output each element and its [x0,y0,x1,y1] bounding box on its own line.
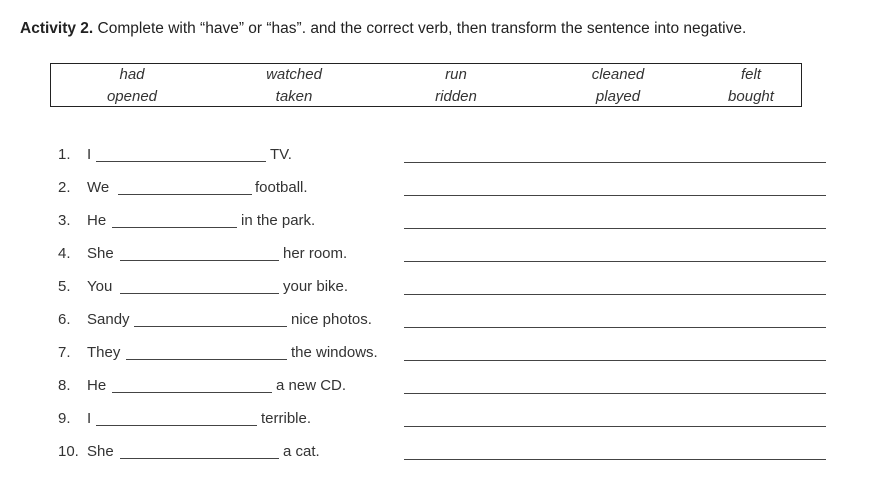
answer-blank[interactable] [120,293,279,294]
answer-blank[interactable] [118,194,252,195]
word-bank-word: bought [728,88,774,105]
answer-blank[interactable] [96,425,257,426]
item-rest: TV. [270,146,292,163]
item-number: 10. [58,443,79,460]
item-subject: He [87,377,107,394]
answer-blank[interactable] [120,458,279,459]
item-rest: a new CD. [276,377,347,394]
activity-instruction: Complete with “have” or “has”. and the correct verb, then transform the sentence into negative. [97,20,747,37]
item-subject: I [87,410,92,427]
item-rest: the windows. [291,344,378,361]
item-subject: She [87,245,114,262]
negative-answer-line[interactable] [404,162,826,163]
negative-answer-line[interactable] [404,327,826,328]
answer-blank[interactable] [126,359,287,360]
word-bank-word: opened [106,88,158,105]
word-bank [50,63,802,107]
item-rest: your bike. [283,278,349,295]
item-rest: football. [255,179,308,196]
item-rest: terrible. [261,410,312,427]
item-rest: in the park. [241,212,316,229]
item-subject: I [87,146,92,163]
activity-heading [20,20,746,38]
item-number: 7. [58,344,71,361]
negative-answer-line[interactable] [404,426,826,427]
negative-answer-line[interactable] [404,360,826,361]
answer-blank[interactable] [112,227,237,228]
answer-blank[interactable] [112,392,272,393]
word-bank-word: watched [266,66,322,83]
item-subject: She [87,443,114,460]
word-bank-word: run [445,66,467,83]
word-bank-word: had [119,66,145,83]
answer-blank[interactable] [134,326,287,327]
item-subject: You [87,278,113,295]
negative-answer-line[interactable] [404,459,826,460]
word-bank-word: cleaned [591,66,645,83]
answer-blank[interactable] [120,260,279,261]
item-number: 6. [58,311,71,328]
item-subject: Sandy [87,311,130,328]
item-rest: a cat. [283,443,320,460]
item-subject: We [87,179,110,196]
negative-answer-line[interactable] [404,261,826,262]
negative-answer-line[interactable] [404,195,826,196]
item-number: 5. [58,278,71,295]
word-bank-word: played [595,88,641,105]
item-number: 3. [58,212,71,229]
word-bank-word: felt [740,66,762,83]
activity-label: Activity 2. [20,20,94,37]
word-bank-word: ridden [435,88,477,105]
item-rest: her room. [283,245,348,262]
negative-answer-line[interactable] [404,228,826,229]
word-bank-word: taken [275,88,313,105]
item-number: 4. [58,245,71,262]
item-number: 9. [58,410,71,427]
item-subject: He [87,212,107,229]
item-rest: nice photos. [291,311,372,328]
negative-answer-line[interactable] [404,393,826,394]
item-number: 8. [58,377,71,394]
item-subject: They [87,344,121,361]
answer-blank[interactable] [96,161,266,162]
item-number: 1. [58,146,71,163]
item-number: 2. [58,179,71,196]
negative-answer-line[interactable] [404,294,826,295]
